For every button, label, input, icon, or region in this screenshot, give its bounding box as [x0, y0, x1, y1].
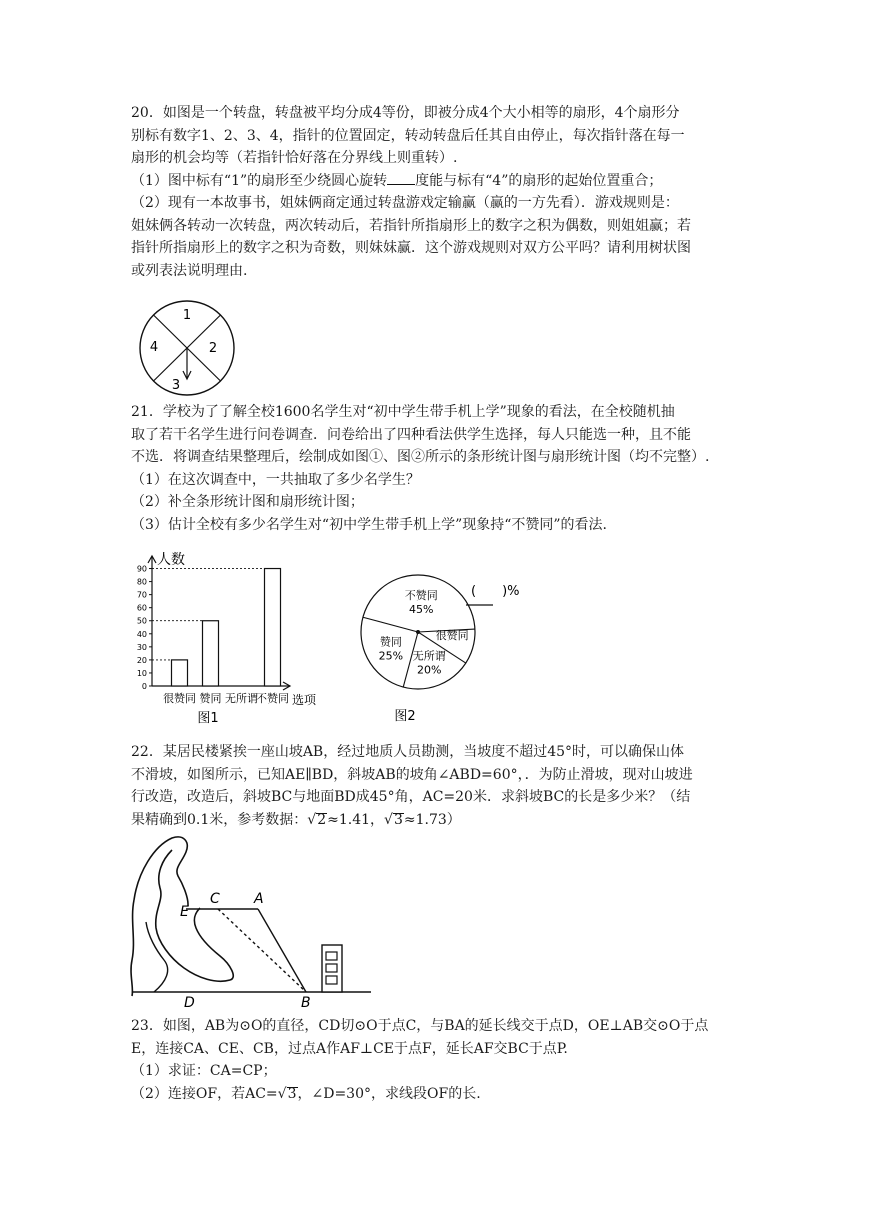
q21-sub3: （3）估计全校有多少名学生对“初中学生带手机上学”现象持“不赞同”的看法. [131, 516, 607, 533]
question-23 [131, 1015, 741, 1105]
q21-sub2: （2）补全条形统计图和扇形统计图； [131, 494, 364, 510]
spinner-figure [128, 298, 248, 400]
point-label-b: B [301, 995, 311, 1010]
y-tick-label: 40 [136, 629, 147, 639]
bar-赞同 [203, 621, 219, 686]
y-tick-label: 70 [136, 590, 147, 600]
q20-sub1 [131, 170, 741, 193]
q23-line-2: E，连接CA、CE、CB，过点A作AF⊥CE于点F，延长AF交BC于点P. [131, 1040, 568, 1057]
bar-chart [122, 546, 347, 736]
q22-line-4: 果精确到0.1米，参考数据：√2≈1.41，√3≈1.73） [131, 811, 461, 828]
q23-line-1: 23．如图，AB为⊙O的直径，CD切⊙O于点C，与BA的延长线交于点D，OE⊥AB交⊙O于点 [131, 1018, 709, 1034]
category-label: 无所谓 [225, 692, 258, 705]
slice-boundary [363, 617, 418, 632]
slice-percent: 45% [409, 602, 434, 616]
q20-sub2-line-3: 指针所指扇形上的数字之积为奇数，则妹妹赢．这个游戏规则对双方公平吗？请利用树状图 [131, 240, 691, 256]
pie-center-dot [416, 630, 420, 634]
point-label-d: D [184, 995, 195, 1010]
slope-figure [126, 832, 376, 1010]
y-tick-label: 50 [136, 616, 147, 626]
q20-line-3: 扇形的机会均等（若指针恰好落在分界线上则重转）. [131, 150, 458, 166]
y-tick-label: 0 [141, 682, 147, 691]
pie-callout: ( )% [471, 584, 520, 599]
question-22 [131, 741, 741, 831]
question-20 [131, 102, 741, 282]
bar-很赞同 [172, 660, 188, 686]
sector-label-4: 4 [149, 340, 159, 355]
q21-line-1: 21．学校为了了解全校1600名学生对“初中学生带手机上学”现象的看法，在全校随机抽 [131, 404, 675, 420]
y-tick-label: 90 [136, 564, 147, 574]
slice-label: 很赞同 [435, 629, 469, 643]
slice-percent: 25% [378, 649, 404, 663]
y-tick-label: 80 [136, 577, 147, 587]
q20-line-2: 别标有数字1、2、3、4，指针的位置固定，转动转盘后任其自由停止，每次指针落在每一 [131, 127, 685, 144]
point-label-a: A [254, 891, 264, 907]
category-label: 很赞同 [163, 692, 196, 705]
answer-blank [387, 172, 415, 185]
q22-line-3: 行改造，改造后，斜坡BC与地面BD成45°角，AC=20米．求斜坡BC的长是多少米？（结 [131, 789, 691, 805]
q20-sub2-line-1: （2）现有一本故事书，姐妹俩商定通过转盘游戏定输赢（赢的一方先看）．游戏规则是： [131, 195, 679, 211]
q20-sub1-text: （1）图中标有“1”的扇形至少绕圆心旋转 [131, 172, 388, 189]
sqrt-radicand: 2 [317, 811, 327, 828]
pie-chart [355, 548, 530, 728]
mountain-inner-outline [156, 850, 234, 981]
mountain-outline [131, 900, 134, 996]
slice-label: 赞同 [379, 635, 402, 649]
y-tick-label: 20 [136, 655, 147, 665]
q20-sub2-line-4: 或列表法说明理由. [131, 262, 248, 279]
q20-sub2-line-2: 姐妹俩各转动一次转盘，两次转动后，若指针所指扇形上的数字之积为偶数，则姐姐赢；若 [131, 217, 691, 234]
figure-caption: 图1 [197, 711, 219, 726]
q20-sub1-text-end: 度能与标有“4”的扇形的起始位置重合； [415, 172, 663, 189]
q20-line-1: 20．如图是一个转盘，转盘被平均分成4等份，即被分成4个大小相等的扇形，4个扇形分 [131, 105, 680, 121]
q22-text: 果精确到0.1米，参考数据： [131, 811, 308, 828]
y-tick-label: 60 [136, 603, 147, 613]
sector-label-3: 3 [171, 378, 181, 393]
category-label: 不赞同 [256, 692, 289, 705]
q22-approx-3: ≈1.73） [403, 811, 461, 828]
q22-line-2: 不滑坡，如图所示，已知AE∥BD，斜坡AB的坡角∠ABD=60°，．为防止滑坡，现对山坡进 [131, 766, 693, 783]
slice-label: 不赞同 [404, 588, 438, 602]
y-tick-label: 10 [136, 668, 147, 678]
q21-sub1: （1）在这次调查中，一共抽取了多少名学生？ [131, 471, 420, 488]
sector-label-2: 2 [208, 341, 218, 356]
q23-sub2-text-end: ，∠D=30°，求线段OF的长. [297, 1085, 481, 1102]
x-axis-label: 选项 [292, 693, 317, 707]
point-label-c: C [210, 891, 220, 907]
y-axis-label: 人数 [157, 552, 185, 568]
sqrt-radicand: 3 [393, 811, 403, 828]
q21-line-3: 不选．将调查结果整理后，绘制成如图①、图②所示的条形统计图与扇形统计图（均不完整）. [131, 449, 710, 465]
sector-label-1: 1 [182, 308, 192, 323]
q22-approx-2: ≈1.41， [327, 811, 385, 828]
sqrt-radicand: 3 [287, 1085, 297, 1102]
slice-label: 无所谓 [412, 649, 446, 663]
q22-line-1: 22．某居民楼紧挨一座山坡AB，经过地质人员勘测，当坡度不超过45°时，可以确保山体 [131, 744, 685, 760]
slope-ab [258, 909, 306, 992]
q23-sub1: （1）求证：CA=CP； [131, 1063, 277, 1079]
y-tick-label: 30 [136, 642, 147, 652]
question-21 [131, 401, 741, 536]
q23-sub2: （2）连接OF，若AC=√3，∠D=30°，求线段OF的长. [131, 1085, 481, 1102]
q23-sub2-text: （2）连接OF，若AC= [131, 1085, 278, 1102]
figure-caption: 图2 [394, 709, 416, 724]
slice-percent: 20% [417, 663, 442, 677]
q21-line-2: 取了若干名学生进行问卷调查．问卷给出了四种看法供学生选择，每人只能选一种，且不能 [131, 426, 691, 443]
bar-不赞同 [265, 569, 281, 686]
category-label: 赞同 [199, 692, 222, 705]
point-label-e: E [180, 904, 189, 920]
